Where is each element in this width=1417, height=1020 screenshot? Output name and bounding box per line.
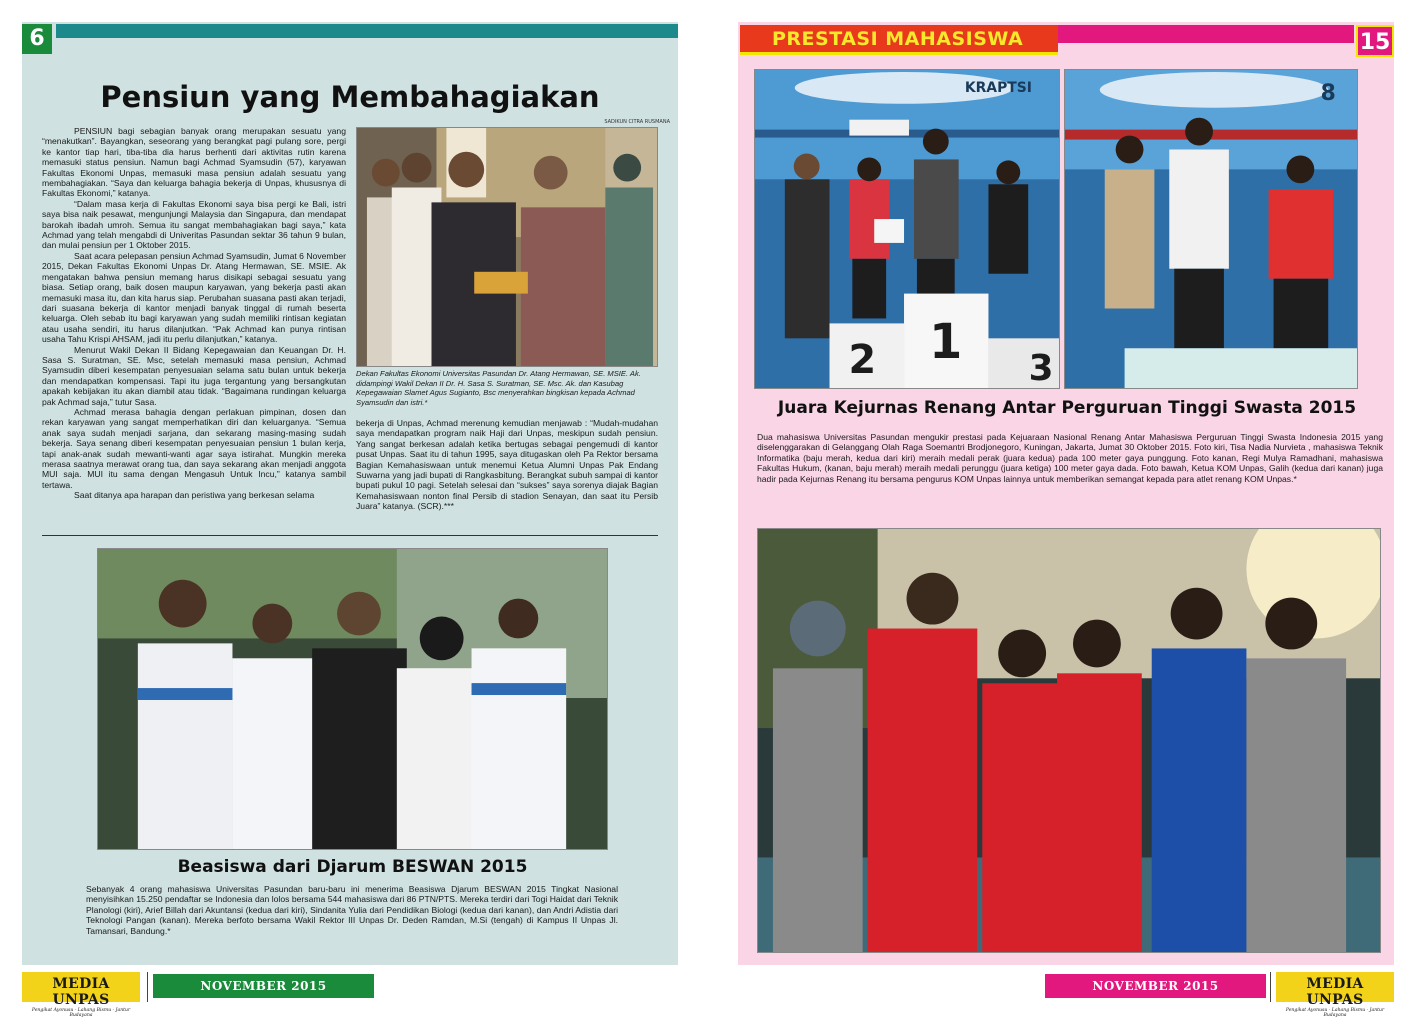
article-title: Pensiun yang Membahagiakan xyxy=(100,80,600,114)
logo-title: MEDIA UNPAS xyxy=(52,976,110,1008)
event-banner-number: 8 xyxy=(1320,80,1336,106)
article-column-1 xyxy=(42,126,346,501)
swim-article-text: Dua mahasiswa Universitas Pasundan mengukir prestasi pada Kejuaraan Nasional Renang Antar Mahasiswa Perguruan Tinggi Swasta Indonesia 2015 yang diselenggarakan di Gelanggang Olah Raga Soemantri Brodjonegoro, Kuningan, Jakarta, Jumat 30 Oktober 2015. Foto kiri, Tisa Nadia Nurvieta , mahasiswa Teknik Informatika (baju merah, kedua dari kiri) meraih medali perak (juara kedua) pada 100 meter gaya punggung. Foto kanan, Regi Mulya Ramadhani, mahasiswa Fakultas Hukum, (kanan, baju merah) meraih medali perunggu (juara ketiga) 100 meter gaya dada. Foto bawah, Ketua KOM Unpas, Galih (kedua dari kanan) juga hadir pada Kejurnas Renang itu bersama pengurus KOM Unpas lainnya untuk memberikan semangat kepada para atlet renang KOM Unpas.* xyxy=(757,432,1383,484)
beswan-group-photo xyxy=(97,548,608,850)
article-paragraph: Achmad merasa bahagia dengan perlakuan pimpinan, dosen dan rekan karyawan yang sangat memperhatikan diri dan keluarganya. “Semua anak saya sudah menjadi sarjana, dan sekarang masing-masing sudah bekerja. Saya senang diberi kesempatan penyesuaian pensiun 1 bulan kerja, tapi anak-anak sudah mewanti-wanti agar saya istirahat. Mungkin mereka merasa saatnya merawat orang tua, dan saya sekarang akan menjadi anggota MUI saja. MUI itu sama dengan Mengasuh Untuk Incu,” katanya sambil tertawa. xyxy=(42,406,346,490)
photo-caption: Dekan Fakultas Ekonomi Universitas Pasundan Dr. Atang Hermawan, SE. MSIE. Ak. didampingi Wakil Dekan II Dr. H. Sasa S. Suratman, SE. Msc. Ak. dan Kasubag Kepegawaian Slamet Agus Sugianto, Bsc menyerahkan bingkisan kepada Achmad Syamsudin dan istri.* xyxy=(356,369,641,407)
article-paragraph: PENSIUN bagi sebagian banyak orang merupakan sesuatu yang “menakutkan”. Bayangkan, seseorang yang berangkat pagi pulang sore, pergi ke kantor tiap hari, tiba-tiba dia harus berhenti dari aktivitas rutin karena memasuki status pensiun. Namun bagi Achmad Syamsudin (57), karyawan Fakultas Ekonomi Unpas, memasuki masa pensiun adalah sesuatu yang membahagiakan. “Saya dan keluarga bahagia bekerja di Unpas, khususnya di Fakultas Ekonomi,” katanya. xyxy=(42,126,346,199)
swim-podium-photo-women xyxy=(754,69,1060,389)
right-issue-bar: NOVEMBER 2015 xyxy=(1045,974,1266,998)
swim-podium-photo-men xyxy=(1064,69,1358,389)
article-paragraph: Saat acara pelepasan pensiun Achmad Syamsudin, Jumat 6 November 2015, Dekan Fakultas Ekonomi Unpas Dr. Atang Hermawan, SE. MSIE. Ak mengatakan bahwa pensiun memang harus disikapi sebagai sesuatu yang biasa. Setiap orang, baik dosen maupun karyawan, yang bekerja pasti akan memasuki masa itu, dan kita harus siap. Perubahan suasana pasti akan terjadi, dari suasana bekerja di kantor menjadi banyak tinggal di rumah beserta keluarga. Oleh sebab itu bagi karyawan yang sudah memiliki rintisan kegiatan atau usaha sendiri, itu harus dilanjutkan. “Pak Achmad kan punya rintisan usaha Tahu Krispi AHSAM, jadi itu perlu dilanjutkan,” katanya. xyxy=(42,250,346,345)
event-banner-text: KRAPTSI xyxy=(964,79,1032,96)
section-banner: PRESTASI MAHASISWA xyxy=(740,25,1058,55)
logo-tagline: Pengikat Ayonusu - Lahang Bismu - Jantur Budayana xyxy=(31,1008,131,1018)
beswan-text: Sebanyak 4 orang mahasiswa Universitas Pasundan baru-baru ini menerima Beasiswa Djarum BESWAN 2015 Tingkat Nasional menyisihkan 15.250 pendaftar se Indonesia dan lolos bersama 544 mahasiswa dari 86 PTN/PTS. Mereka terdiri dari Togi Haidat dari Teknik Planologi (kiri), Arief Billah dari Akuntansi (kedua dari kiri), Sindanita Yulia dari Pendidikan Biologi (kedua dari kanan), dan Andri Adistia dari Teknologi Pangan (kanan). Mereka berfoto bersama Wakil Rektor III Unpas Dr. Deden Ramdan, M.Si (tengah) di Kampus II Unpas Jl. Tamansari, Bandung.* xyxy=(86,884,618,936)
swim-article-title: Juara Kejurnas Renang Antar Perguruan Tinggi Swasta 2015 xyxy=(777,398,1357,418)
article-paragraph: Saat ditanya apa harapan dan peristiwa yang berkesan selama xyxy=(74,490,315,501)
article-paragraph: “Dalam masa kerja di Fakultas Ekonomi saya bisa pergi ke Bali, istri saya bisa naik pesawat, mengunjungi Malaysia dan Singapura, dan mendapat barokah ibadah umroh. Semua itu sangat membahagiakan bagi saya,” kata Achmad yang telah mengabdi di Univeritas Pasundan sektar 36 tahun 9 bulan, dan mulai pensiun per 1 Oktober 2015. xyxy=(42,198,346,251)
kom-unpas-group-photo xyxy=(757,528,1381,953)
left-page-number: 6 xyxy=(22,24,52,54)
logo-title: MEDIA UNPAS xyxy=(1306,976,1364,1008)
media-unpas-logo xyxy=(1276,972,1394,1018)
retirement-ceremony-photo xyxy=(356,127,658,367)
podium-number-2: 2 xyxy=(848,337,877,384)
article-column-2: bekerja di Unpas, Achmad merenung kemudian menjawab : “Mudah-mudahan saya mendapatkan program naik Haji dari Unpas, meskipun sudah pensiun. Yang sangat berkesan adalah ketika bertugas sebagai pengemudi di kantor pusat Unpas. Saat itu di tahun 1995, saya ditugaskan oleh Pa Rektor bersama Bagian Kemahasiswaan untuk menemui Ketua Alumni Unpas Pak Endang Suwarna yang jadi bupati di Rangkasbitung. Berangkat subuh sampai di kantor bupati pukul 10 pagi. Setelah selesai dan “sukses” saya sorenya diajak Bagian Kemahasiswaan nonton final Persib di stadion Senayan, dan saat itu Persib Juara” katanya. (SCR).*** xyxy=(356,418,658,512)
right-header-bar xyxy=(1058,25,1354,43)
footer-separator xyxy=(147,972,148,1002)
podium-number-3: 3 xyxy=(1028,348,1054,388)
logo-tagline: Pengikat Ayonusu - Lahang Bismu - Jantur Budayana xyxy=(1285,1008,1385,1018)
article-paragraph: Menurut Wakil Dekan II Bidang Kepegawaian dan Keuangan Dr. H. Sasa S. Suratman, SE. Msc, setelah memasuki masa pensiun, Achmad Syamsudin diberi kesempatan penyesuaian selama satu bulan untuk bekerja dan mendapatkan kompensasi. Tapi itu juga tergantung yang bersangkutan apakah kebijakan itu akan diambil atau tidak. “Bagaimana rundingan keluarga pak Achmad saja,” tutur Sasa. xyxy=(42,344,346,407)
right-page-number: 15 xyxy=(1356,25,1394,57)
section-divider xyxy=(42,535,658,536)
podium-number-1: 1 xyxy=(929,315,963,371)
beswan-title: Beasiswa dari Djarum BESWAN 2015 xyxy=(177,857,528,877)
media-unpas-logo xyxy=(22,972,140,1018)
left-issue-bar: NOVEMBER 2015 xyxy=(153,974,374,998)
left-header-bar xyxy=(56,24,678,38)
photo-credit: SADIKUN CITRA RUSMANA xyxy=(604,119,670,125)
footer-separator xyxy=(1270,972,1271,1002)
